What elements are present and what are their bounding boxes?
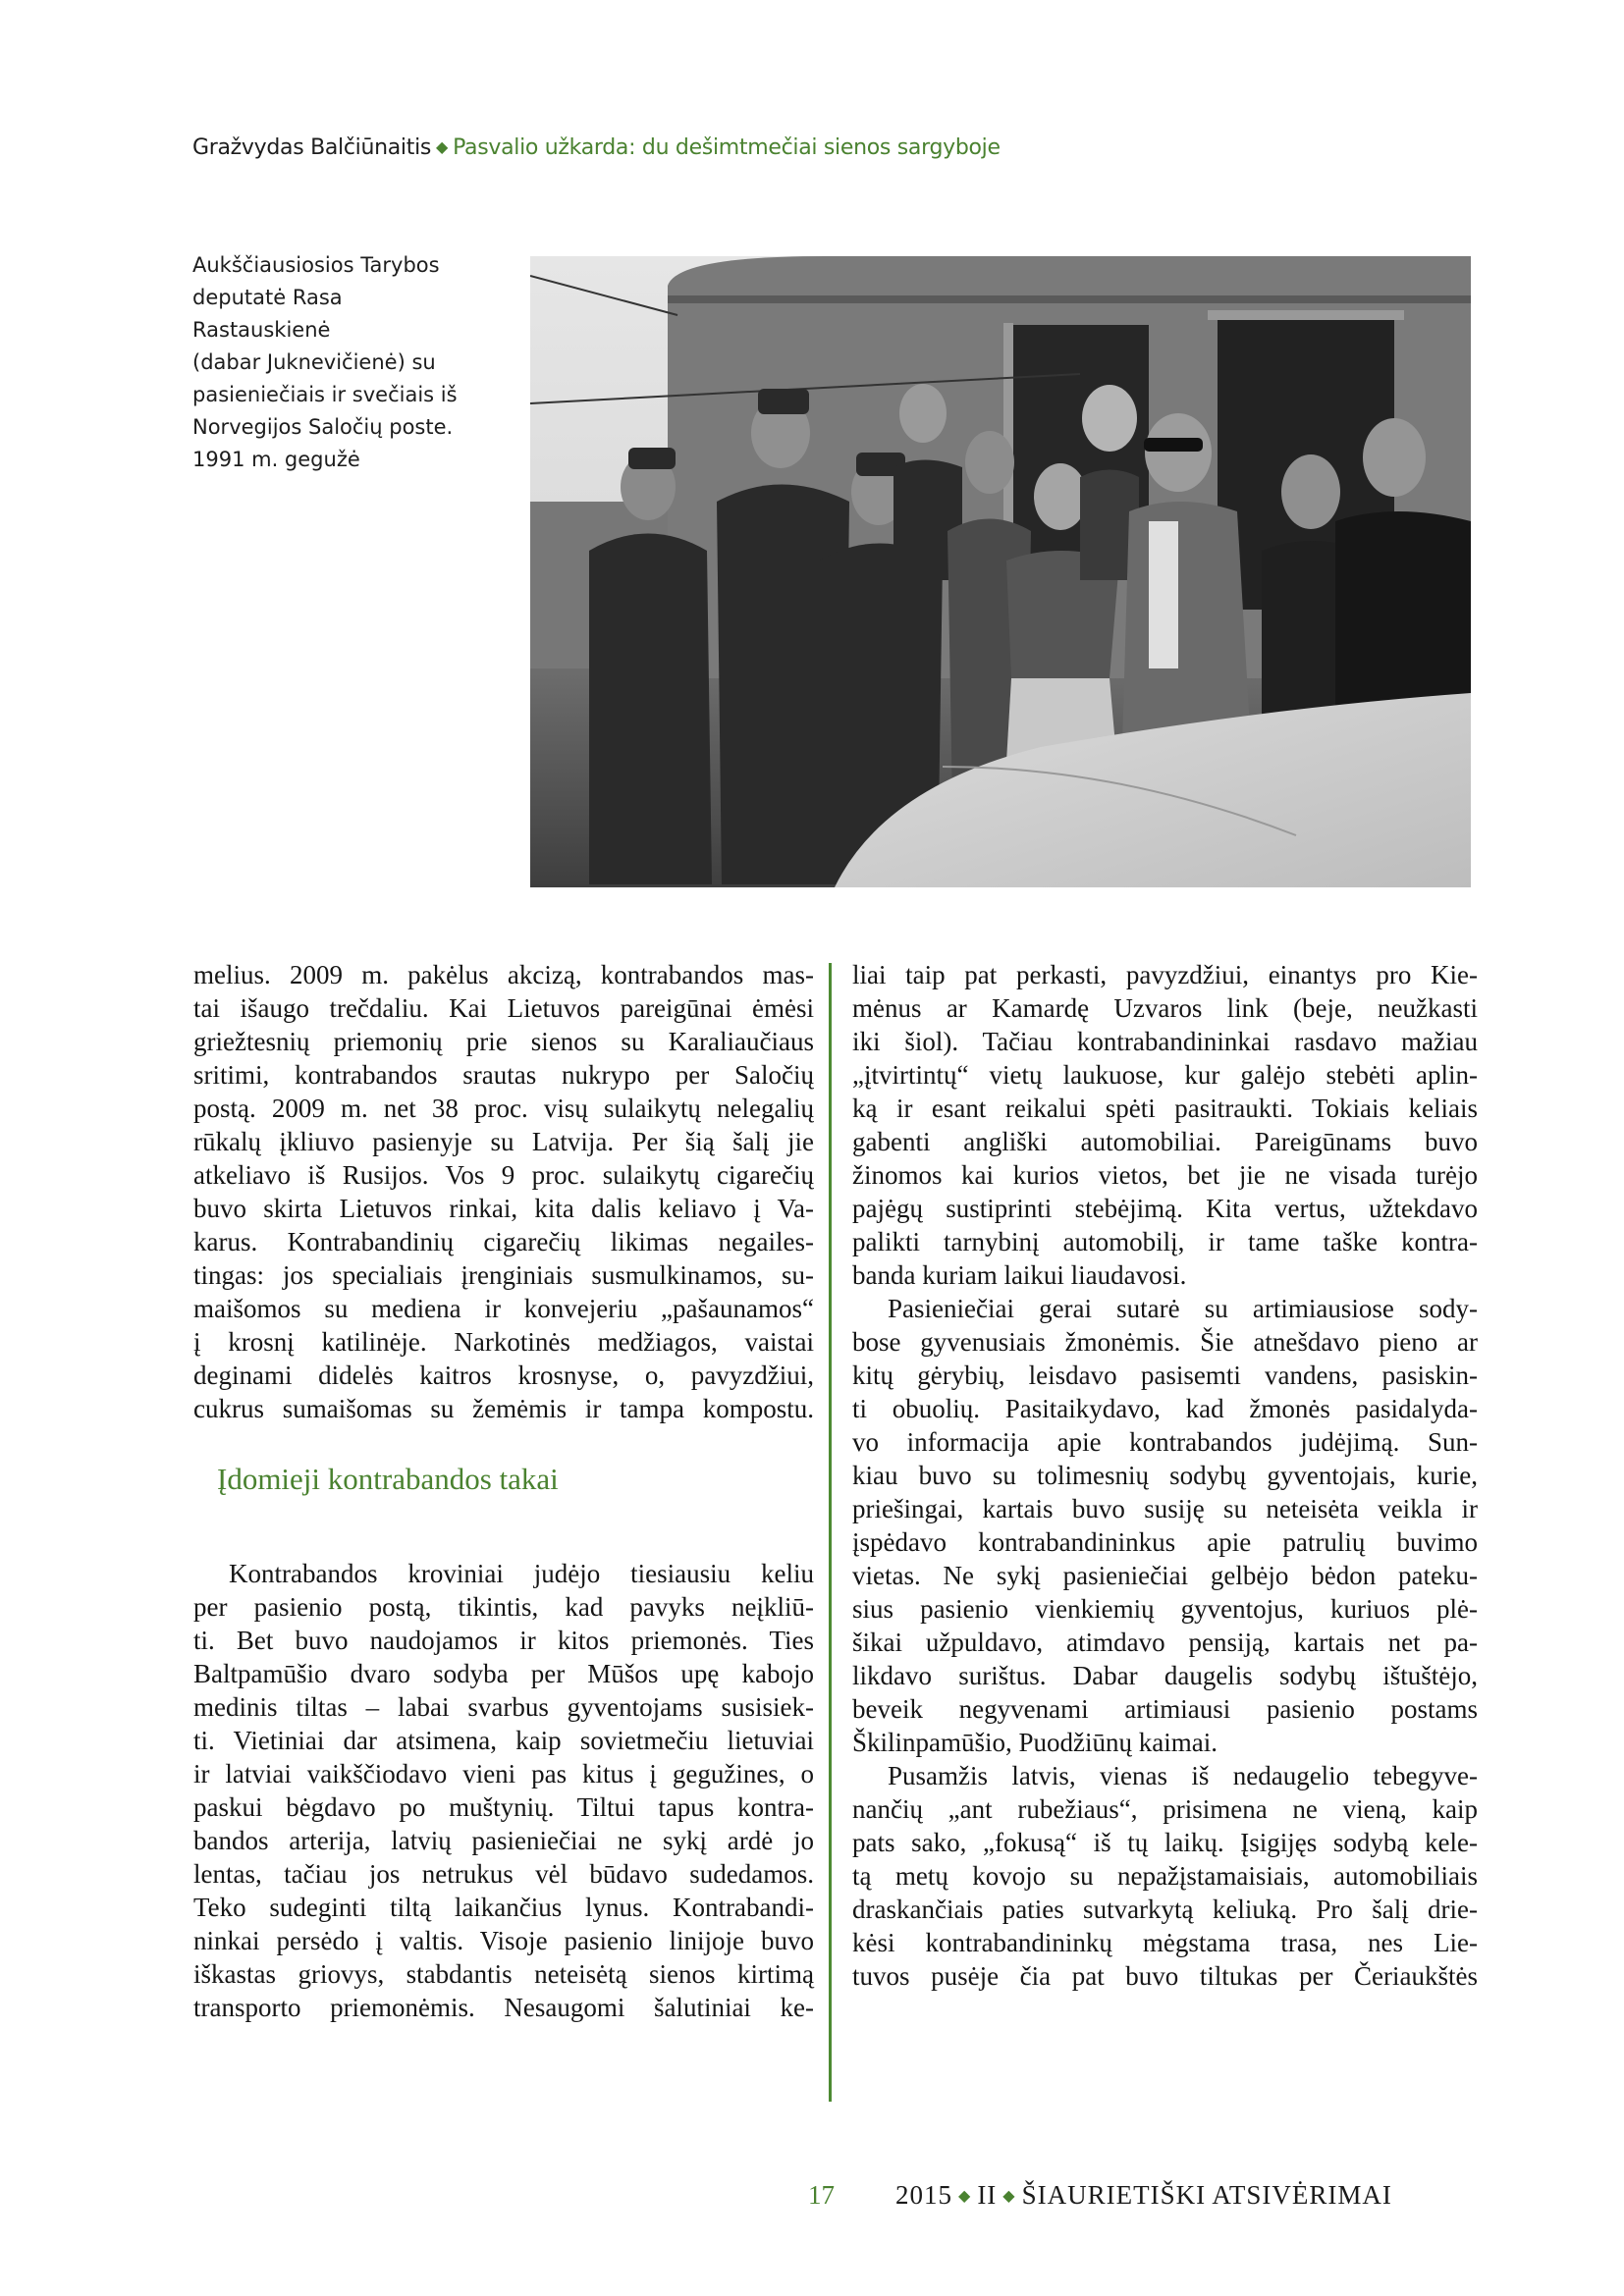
- caption-line: deputatė Rasa: [192, 286, 343, 309]
- text-line: iki šiol). Tačiau kontrabandininkai rasdavo mažiau: [852, 1027, 1478, 1056]
- caption-line: Norvegijos Saločių poste.: [192, 415, 454, 439]
- journal-footer: [895, 2180, 1392, 2211]
- text-line: cukrus sumaišomas su žemėmis ir tampa kompostu.: [193, 1394, 814, 1423]
- text-line: nančių „ant rubežiaus“, prisimena ne vieną, kaip: [852, 1794, 1478, 1824]
- text-line: paskui bėgdavo po muštynių. Tiltui tapus kontra-: [193, 1792, 814, 1822]
- running-head-article-title: Pasvalio užkarda: du dešimtmečiai sienos sargyboje: [453, 135, 1001, 160]
- text-line: tai išaugo trečdaliu. Kai Lietuvos pareigūnai ėmėsi: [193, 993, 814, 1023]
- text-line: lentas, tačiau jos netrukus vėl būdavo sudedamos.: [193, 1859, 814, 1889]
- text-line: pats sako, „fokusą“ iš tų laikų. Įsigijęs sodybą kele-: [852, 1828, 1478, 1857]
- group-photo-image: [530, 256, 1471, 887]
- text-line: atkeliavo iš Rusijos. Vos 9 proc. sulaikytų cigarečių: [193, 1160, 814, 1190]
- left-column: [193, 958, 814, 2024]
- text-line: ti. Bet buvo naudojamos ir kitos priemonės. Ties: [193, 1626, 814, 1655]
- text-line: rūkalų įkliuvo pasienyje su Latvija. Per šią šalį jie: [193, 1127, 814, 1156]
- caption-line: pasieniečiais ir svečiais iš: [192, 383, 458, 406]
- text-line: vo informacija apie kontrabandos judėjimą. Sun-: [852, 1427, 1478, 1457]
- text-line: tą metų kovojo su nepažįstamaisiais, automobiliais: [852, 1861, 1478, 1891]
- text-line: kėsi kontrabandininkų mėgstama trasa, nes Lie-: [852, 1928, 1478, 1957]
- diamond-separator-icon: ◆: [1002, 2188, 1016, 2205]
- text-line: Škilinpamūšio, Puodžiūnų kaimai.: [852, 1728, 1218, 1757]
- text-line: tingas: jos specialiais įrenginiais susmulkinamos, su-: [193, 1260, 814, 1290]
- text-line: karus. Kontrabandinių cigarečių likimas negailes-: [193, 1227, 814, 1256]
- text-line: per pasienio postą, tikintis, kad pavyks neįkliū-: [193, 1592, 814, 1622]
- paragraph: [193, 958, 814, 1425]
- text-line: bandos arterija, latvių pasieniečiai ne sykį ardė jo: [193, 1826, 814, 1855]
- photo-caption: [192, 249, 516, 476]
- text-line: maišomos su mediena ir konvejeriu „pašaunamos“: [193, 1294, 814, 1323]
- text-line: Pusamžis latvis, vienas iš nedaugelio tebegyve-: [888, 1761, 1478, 1790]
- caption-line: Rastauskienė: [192, 318, 331, 342]
- text-line: žinomos kai kurios vietos, bet jie ne visada turėjo: [852, 1160, 1478, 1190]
- text-line: pajėgų sustiprinti stebėjimą. Kita vertus, užtekdavo: [852, 1194, 1478, 1223]
- diamond-separator-icon: ◆: [958, 2188, 972, 2205]
- running-head: [192, 135, 1001, 160]
- paragraph: [852, 1759, 1478, 1993]
- text-line: tuvos pusėje čia pat buvo tiltukas per Čeriaukštės: [852, 1961, 1478, 1991]
- section-heading: Įdomieji kontrabandos takai: [217, 1462, 559, 1496]
- text-line: priešingai, kartais buvo susiję su neteisėta veikla ir: [852, 1494, 1478, 1523]
- text-line: gabenti angliški automobiliai. Pareigūnams buvo: [852, 1127, 1478, 1156]
- paragraph: [852, 1292, 1478, 1759]
- text-line: likdavo surištus. Dabar daugelis sodybų ištuštėjo,: [852, 1661, 1478, 1690]
- group-photo: [530, 256, 1471, 887]
- text-line: „įtvirtintų“ vietų laukuose, kur galėjo stebėti aplin-: [852, 1060, 1478, 1090]
- text-line: ti. Vietiniai dar atsimena, kaip sovietmečiu lietuviai: [193, 1726, 814, 1755]
- caption-line: Aukščiausiosios Tarybos: [192, 253, 440, 277]
- page-number: 17: [808, 2180, 835, 2210]
- paragraph: [852, 958, 1478, 1292]
- text-line: griežtesnių priemonių prie sienos su Karaliaučiaus: [193, 1027, 814, 1056]
- text-line: ninkai persėdo į valtis. Visoje pasienio linijoje buvo: [193, 1926, 814, 1955]
- text-line: vietas. Ne sykį pasieniečiai gelbėjo bėdon pateku-: [852, 1561, 1478, 1590]
- text-line: draskančiais paties sutvarkytą keliuką. Pro šalį drie-: [852, 1895, 1478, 1924]
- text-line: sritimi, kontrabandos srautas nukrypo per Saločių: [193, 1060, 814, 1090]
- footer-issue: II: [977, 2180, 998, 2210]
- text-line: melius. 2009 m. pakėlus akcizą, kontrabandos mas-: [193, 960, 814, 989]
- text-line: kitų gėrybių, leisdavo pasisemti vandens, pasiskin-: [852, 1361, 1478, 1390]
- text-line: ir latviai vaikščiodavo vieni pas kitus į gegužines, o: [193, 1759, 814, 1789]
- diamond-separator-icon: ◆: [436, 137, 449, 156]
- text-line: sius pasienio vienkiemių gyventojus, kuriuos plė-: [852, 1594, 1478, 1624]
- text-line: buvo skirta Lietuvos rinkai, kita dalis keliavo į Va-: [193, 1194, 814, 1223]
- caption-line: (dabar Juknevičienė) su: [192, 350, 436, 374]
- footer-journal-name: ŠIAURIETIŠKI ATSIVĖRIMAI: [1021, 2180, 1392, 2210]
- footer-year: 2015: [895, 2180, 952, 2210]
- text-line: transporto priemonėmis. Nesaugomi šalutiniai ke-: [193, 1993, 814, 2022]
- text-line: banda kuriam laikui liaudavosi.: [852, 1260, 1187, 1290]
- text-line: ti obuolių. Pasitaikydavo, kad žmonės pasidalyda-: [852, 1394, 1478, 1423]
- text-line: iškastas griovys, stabdantis neteisėtą sienos kirtimą: [193, 1959, 814, 1989]
- text-line: Kontrabandos kroviniai judėjo tiesiausiu keliu: [229, 1559, 814, 1588]
- text-line: ką ir esant reikalui spėti pasitraukti. Tokiais keliais: [852, 1094, 1478, 1123]
- text-line: Pasieniečiai gerai sutarė su artimiausiose sody-: [888, 1294, 1478, 1323]
- text-line: į krosnį katilinėje. Narkotinės medžiagos, vaistai: [193, 1327, 814, 1357]
- right-column: [852, 958, 1478, 1993]
- text-line: beveik negyvenami artimiausi pasienio postams: [852, 1694, 1478, 1724]
- column-divider: [829, 963, 832, 2102]
- text-line: bose gyvenusiais žmonėmis. Šie atnešdavo pieno ar: [852, 1327, 1478, 1357]
- text-line: palikti tarnybinį automobilį, ir tame taške kontra-: [852, 1227, 1478, 1256]
- caption-line: 1991 m. gegužė: [192, 448, 360, 471]
- text-line: šikai užpuldavo, atimdavo pensiją, kartais net pa-: [852, 1628, 1478, 1657]
- text-line: mėnus ar Kamardę Uzvaros link (beje, neužkasti: [852, 993, 1478, 1023]
- text-line: postą. 2009 m. net 38 proc. visų sulaikytų nelegalių: [193, 1094, 814, 1123]
- paragraph: [193, 1557, 814, 2024]
- text-line: liai taip pat perkasti, pavyzdžiui, einantys pro Kie-: [852, 960, 1478, 989]
- text-line: medinis tiltas – labai svarbus gyventojams susisiek-: [193, 1692, 814, 1722]
- running-head-author: Gražvydas Balčiūnaitis: [192, 135, 432, 160]
- text-line: deginami didelės kaitros krosnyse, o, pavyzdžiui,: [193, 1361, 814, 1390]
- text-line: Teko sudeginti tiltą laikančius lynus. Kontrabandi-: [193, 1893, 814, 1922]
- text-line: kiau buvo su tolimesnių sodybų gyventojais, kurie,: [852, 1461, 1478, 1490]
- text-line: Baltpamūšio dvaro sodyba per Mūšos upę kabojo: [193, 1659, 814, 1688]
- text-line: įspėdavo kontrabandininkus apie patrulių buvimo: [852, 1527, 1478, 1557]
